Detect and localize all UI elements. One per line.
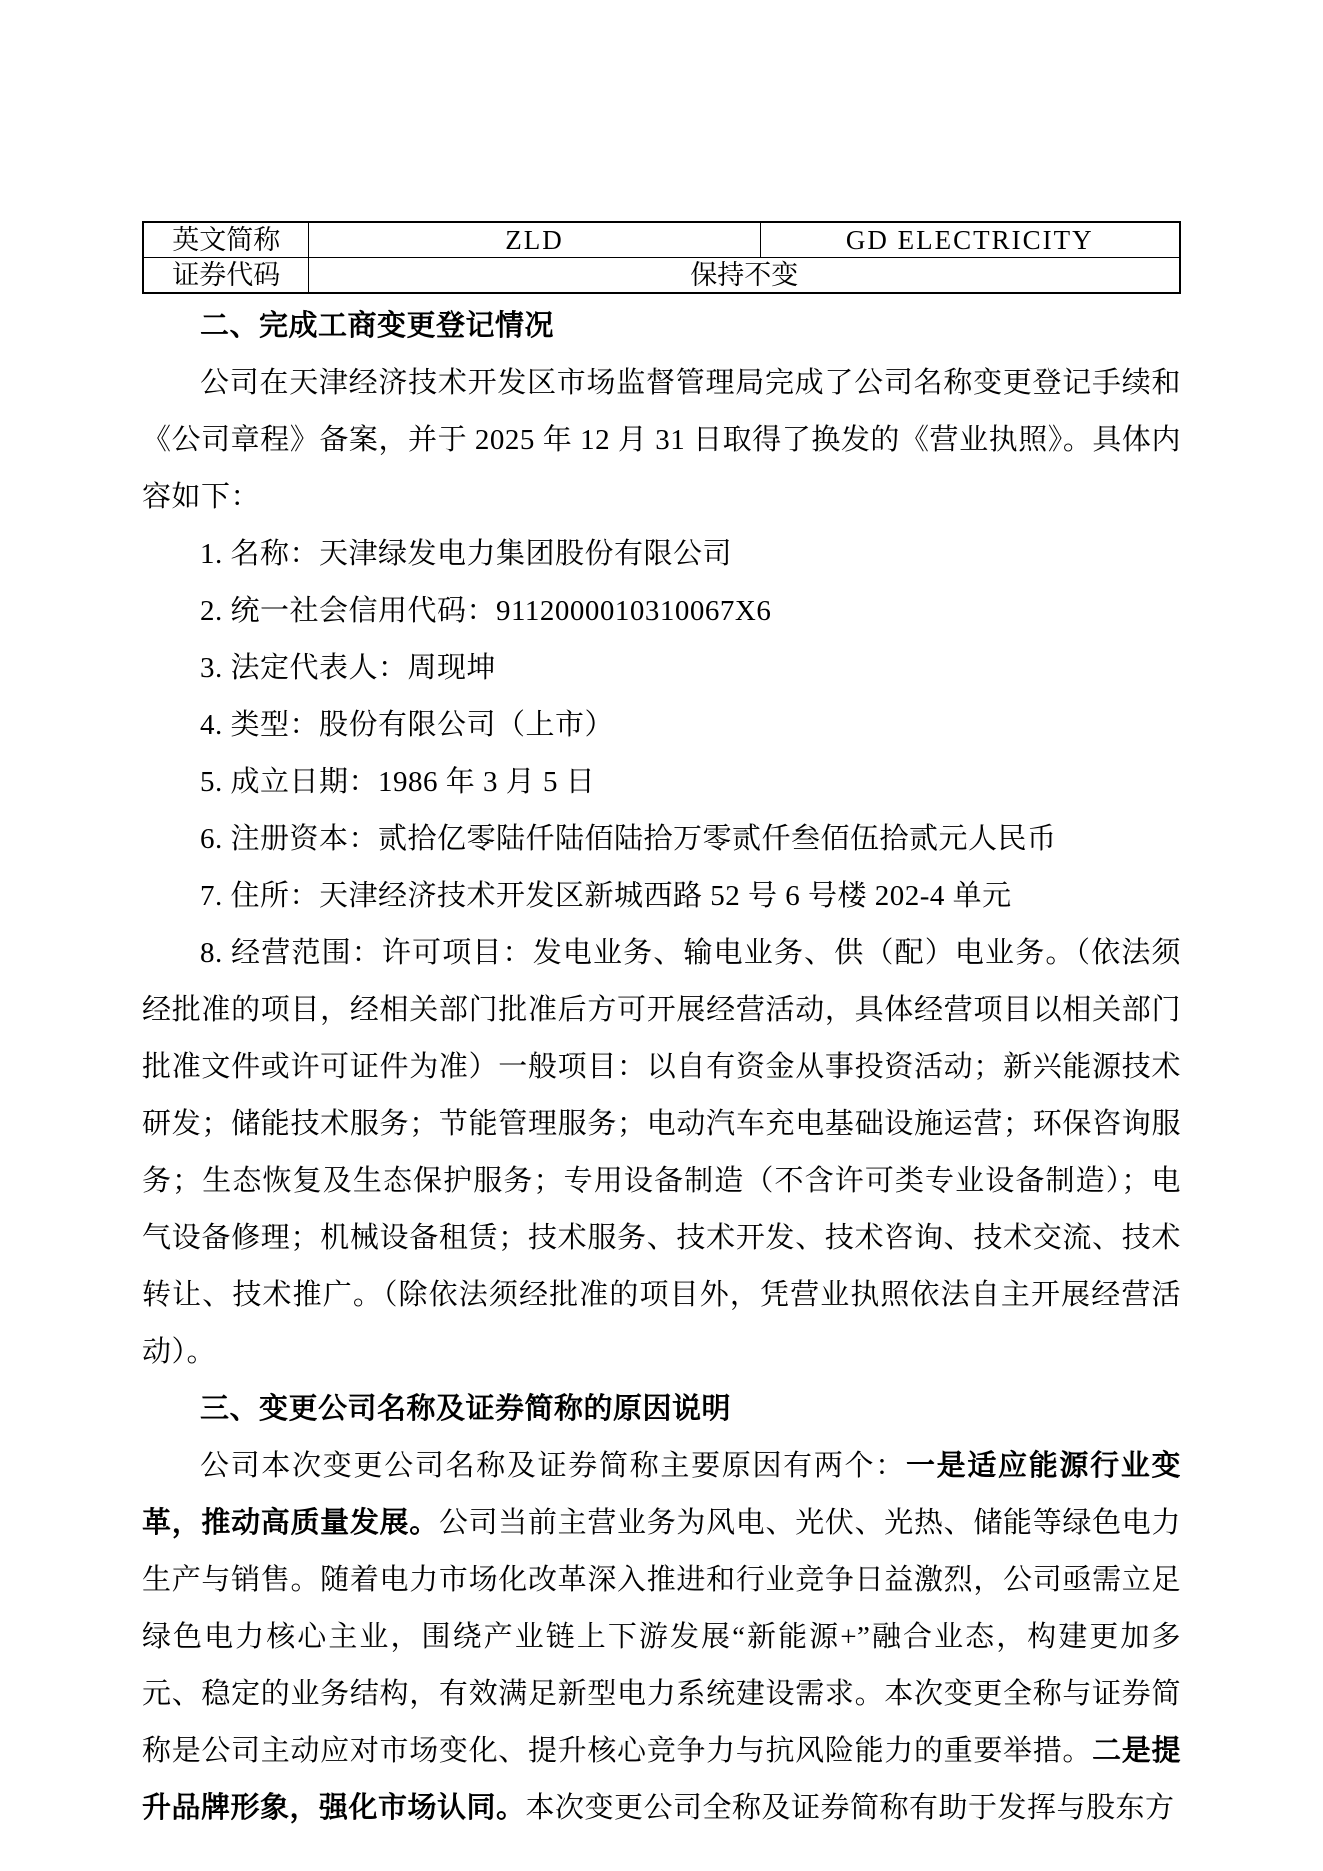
list-item-company-type: 4. 类型：股份有限公司（上市）: [200, 709, 615, 741]
stock-code-label-cell: 证券代码: [143, 258, 309, 294]
list-item-credit-code: 2. 统一社会信用代码：9112000010310067X6: [200, 595, 772, 627]
table-row-stock-code: [143, 258, 1180, 294]
list-item-address: 7. 住所：天津经济技术开发区新城西路 52 号 6 号楼 202-4 单元: [200, 880, 1012, 912]
list-item-business-scope: 8. 经营范围：许可项目：发电业务、输电业务、供（配）电业务。（依法须经批准的项目，经相关部门批准后方可开展经营活动，具体经营项目以相关部门批准文件或许可证件为准）一般项目：以自有资金从事投资活动；新兴能源技术研发；储能技术服务；节能管理服务；电动汽车充电基础设施运营；环保咨询服务；生态恢复及生态保护服务；专用设备制造（不含许可类专业设备制造）；电气设备修理；机械设备租赁；技术服务、技术开发、技术咨询、技术交流、技术转让、技术推广。（除依法须经批准的项目外，凭营业执照依法自主开展经营活动）。: [142, 937, 1181, 1368]
reason-two-body-text: 本次变更公司全称及证券简称有助于发挥与股东方: [525, 1792, 1175, 1824]
section3-heading: 三、变更公司名称及证券简称的原因说明: [200, 1393, 732, 1425]
reason-two-bold-text: 二是提升品牌形象，强化市场认同。: [142, 1735, 1181, 1824]
reason-one-bold-text: 一是适应能源行业变革，推动高质量发展。: [142, 1450, 1181, 1539]
section2-heading: 二、完成工商变更登记情况: [200, 310, 555, 342]
section2-intro-paragraph: 公司在天津经济技术开发区市场监督管理局完成了公司名称变更登记手续和《公司章程》备案，并于 2025 年 12 月 31 日取得了换发的《营业执照》。具体内容如下：: [142, 367, 1181, 513]
reason-one-body-text: 公司当前主营业务为风电、光伏、光热、储能等绿色电力生产与销售。随着电力市场化改革深入推进和行业竞争日益激烈，公司亟需立足绿色电力核心主业，围绕产业链上下游发展“新能源+”融合业态，构建更加多元、稳定的业务结构，有效满足新型电力系统建设需求。本次变更全称与证券简称是公司主动应对市场变化、提升核心竞争力与抗风险能力的重要举措。: [142, 1507, 1181, 1767]
reason-intro-text: 公司本次变更公司名称及证券简称主要原因有两个：: [200, 1450, 906, 1482]
list-item-registered-capital: 6. 注册资本：贰拾亿零陆仟陆佰陆拾万零贰仟叁佰伍拾贰元人民币: [200, 823, 1057, 855]
english-abbr-label-cell: 英文简称: [143, 222, 309, 258]
list-item-establishment-date: 5. 成立日期：1986 年 3 月 5 日: [200, 766, 596, 798]
name-change-summary-table: [142, 221, 1181, 294]
stock-code-value-cell: 保持不变: [309, 258, 1180, 294]
section3-paragraph: [142, 1438, 1181, 1837]
document-content: [142, 221, 1181, 1837]
document-body: [142, 298, 1181, 1837]
table-row-english-abbr: [143, 222, 1180, 258]
english-abbr-old-value-cell: ZLD: [309, 222, 760, 258]
list-item-legal-representative: 3. 法定代表人：周现坤: [200, 652, 497, 684]
english-abbr-new-value-cell: GD ELECTRICITY: [760, 222, 1180, 258]
list-item-name: 1. 名称：天津绿发电力集团股份有限公司: [200, 538, 733, 570]
